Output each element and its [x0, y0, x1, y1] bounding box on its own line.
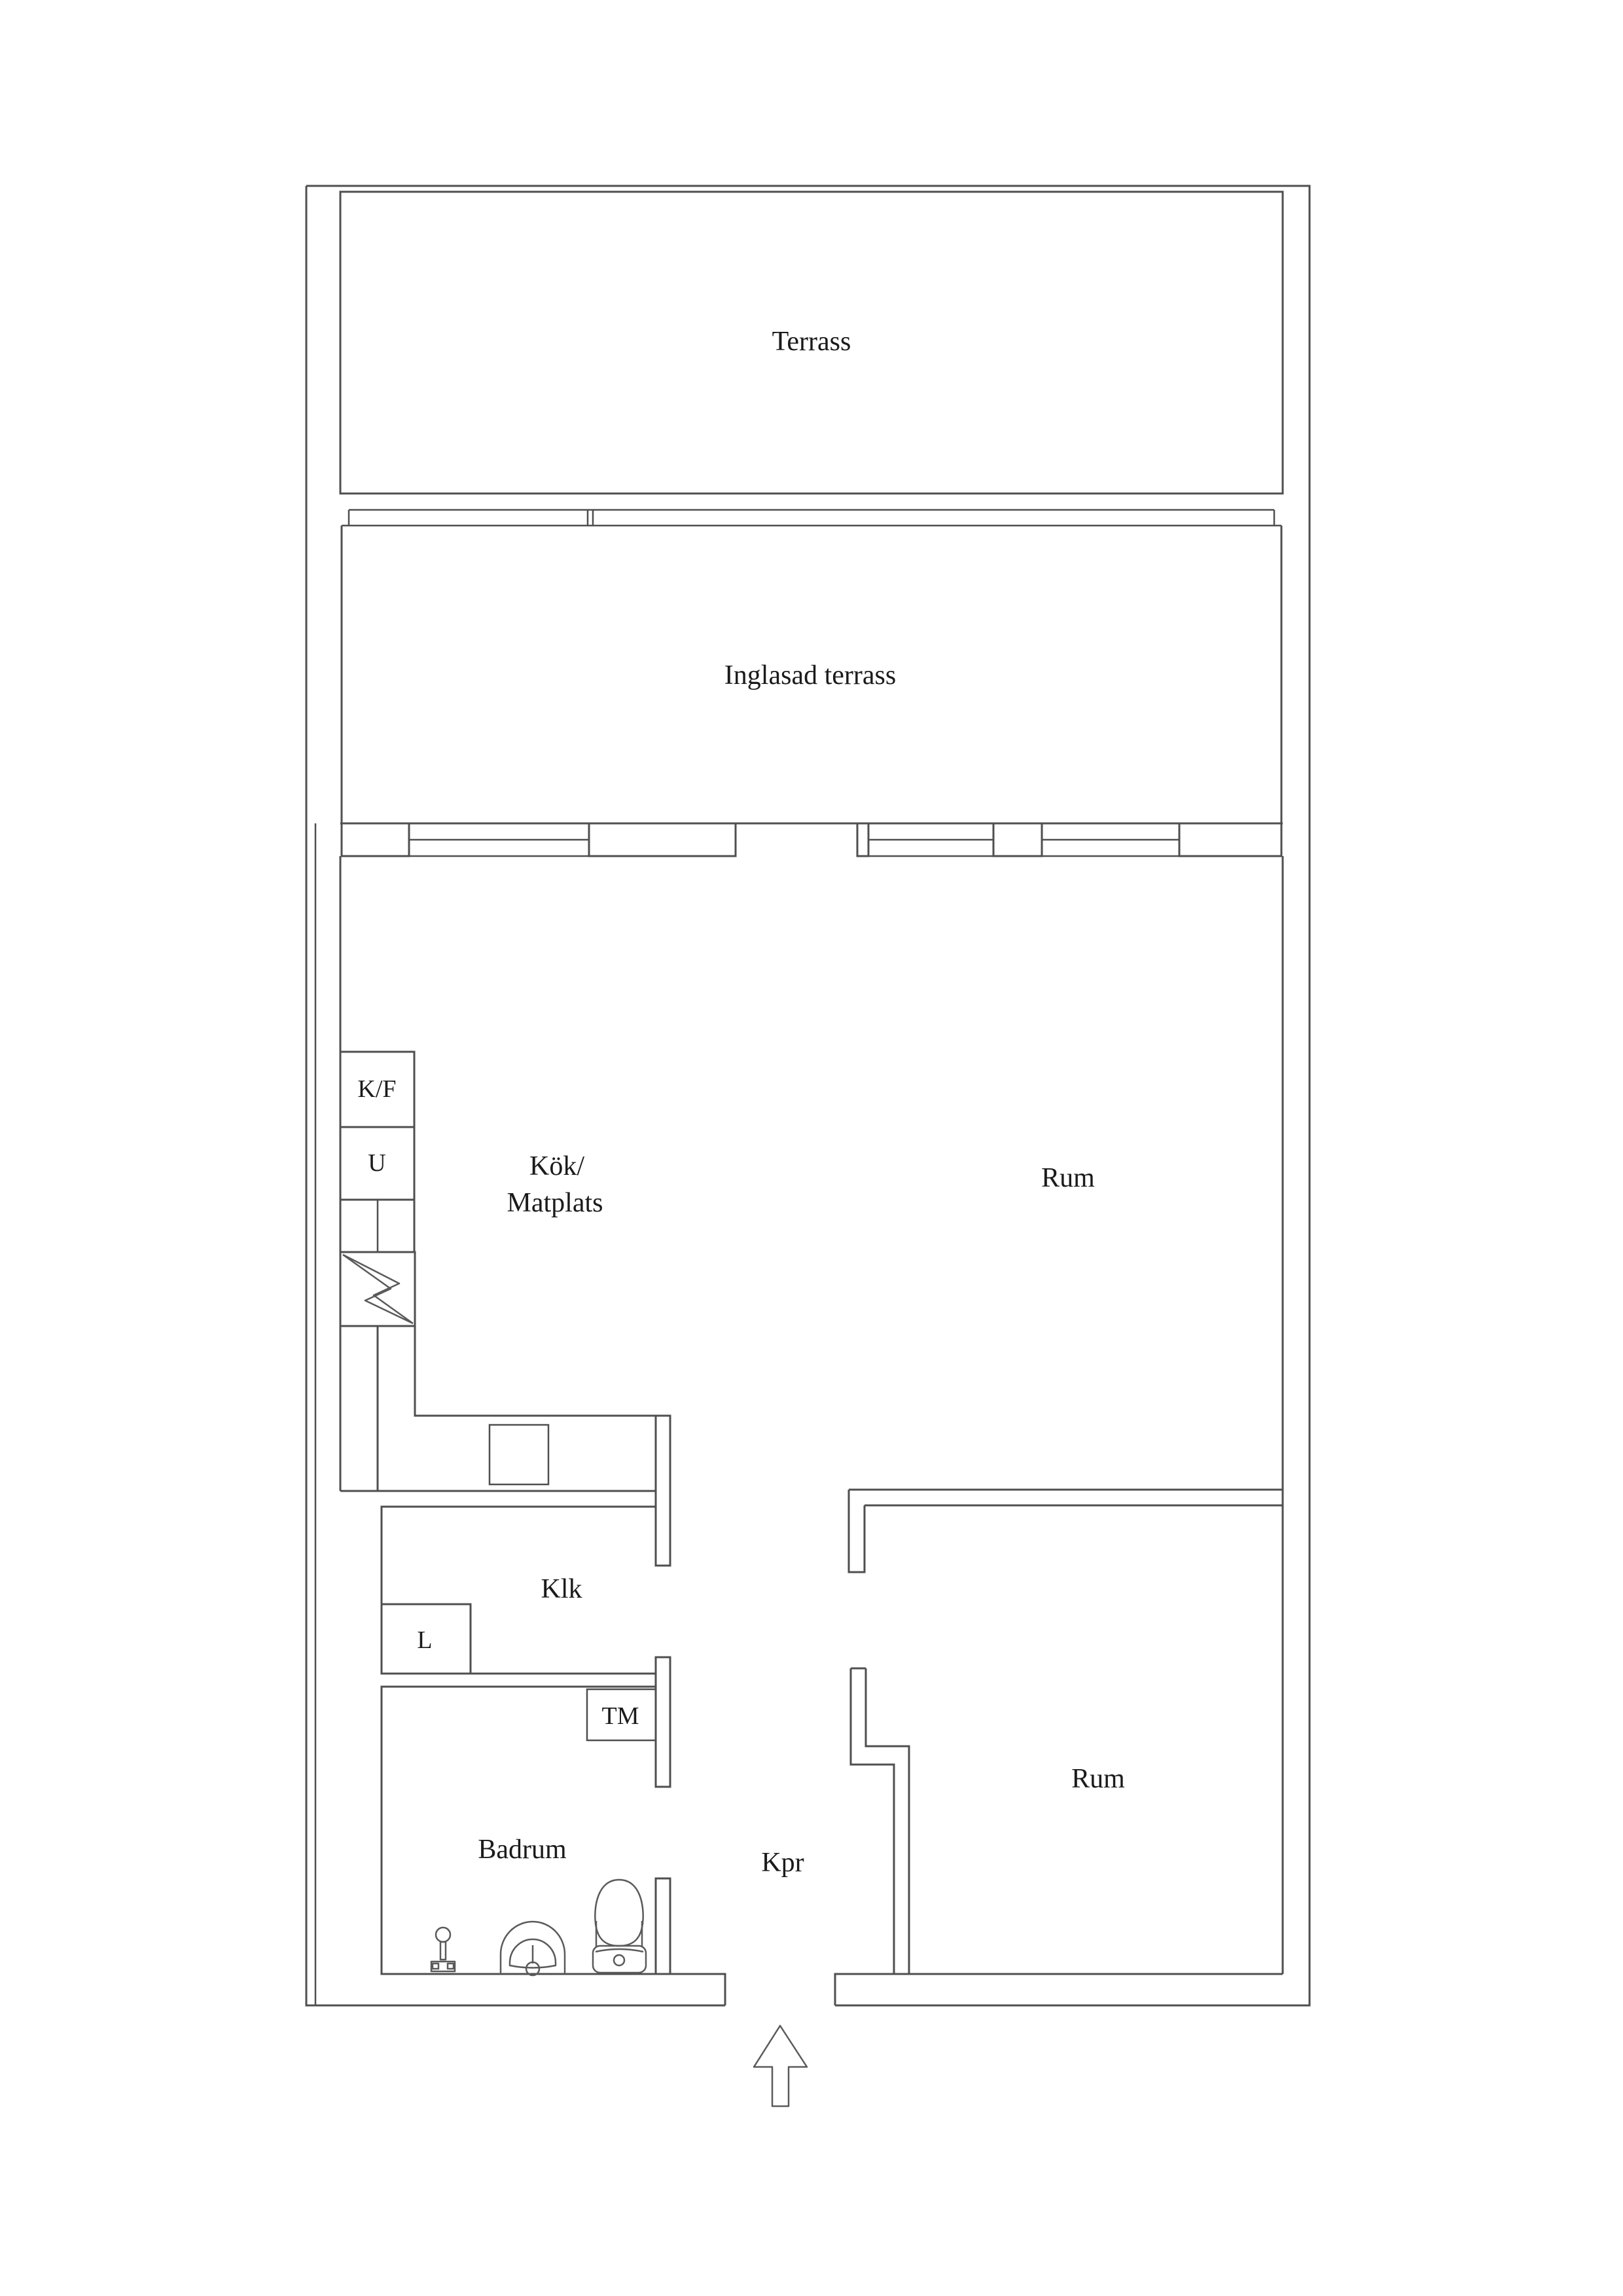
room-label-hallway: Kpr: [761, 1848, 804, 1878]
wall-segment-closet-north: [656, 1416, 670, 1566]
fitting-label-linen-cabinet: L: [417, 1626, 433, 1654]
room-label-upper-room: Rum: [1041, 1163, 1095, 1193]
room-label-glazed-terrace: Inglasad terrass: [724, 660, 897, 691]
entrance-arrow-icon: [754, 2026, 807, 2106]
fitting-label-fridge-freezer: K/F: [357, 1075, 397, 1103]
interior-walls: [340, 856, 1283, 2005]
bathroom-fixtures: [431, 1880, 646, 1975]
room-label-bathroom: Badrum: [478, 1835, 567, 1865]
outer-wall: [306, 186, 1310, 2005]
wall-segment-closet-south: [656, 1657, 670, 1787]
apartment-north-window-band: [340, 823, 1283, 856]
toilet-icon: [593, 1880, 646, 1973]
fitting-label-oven: U: [368, 1149, 386, 1177]
room-label-kitchen-line2: Matplats: [507, 1188, 603, 1218]
terrace-glazing-band: [342, 510, 1281, 526]
sink-icon: [501, 1922, 565, 1975]
fitting-label-washing-machine: TM: [601, 1702, 639, 1730]
wall-segment-bathroom-south: [656, 1878, 670, 1974]
room-label-terrace: Terrass: [772, 327, 851, 357]
room-label-kitchen-line1: Kök/: [529, 1151, 584, 1181]
shower-tap-icon: [431, 1928, 455, 1971]
kitchen-sink-icon: [490, 1425, 548, 1484]
room-label-closet: Klk: [541, 1574, 582, 1604]
room-label-lower-room: Rum: [1071, 1764, 1125, 1794]
stove-box: [340, 1252, 415, 1326]
stove-icon: [343, 1255, 413, 1323]
kitchen-cabinets: [340, 1052, 656, 1491]
